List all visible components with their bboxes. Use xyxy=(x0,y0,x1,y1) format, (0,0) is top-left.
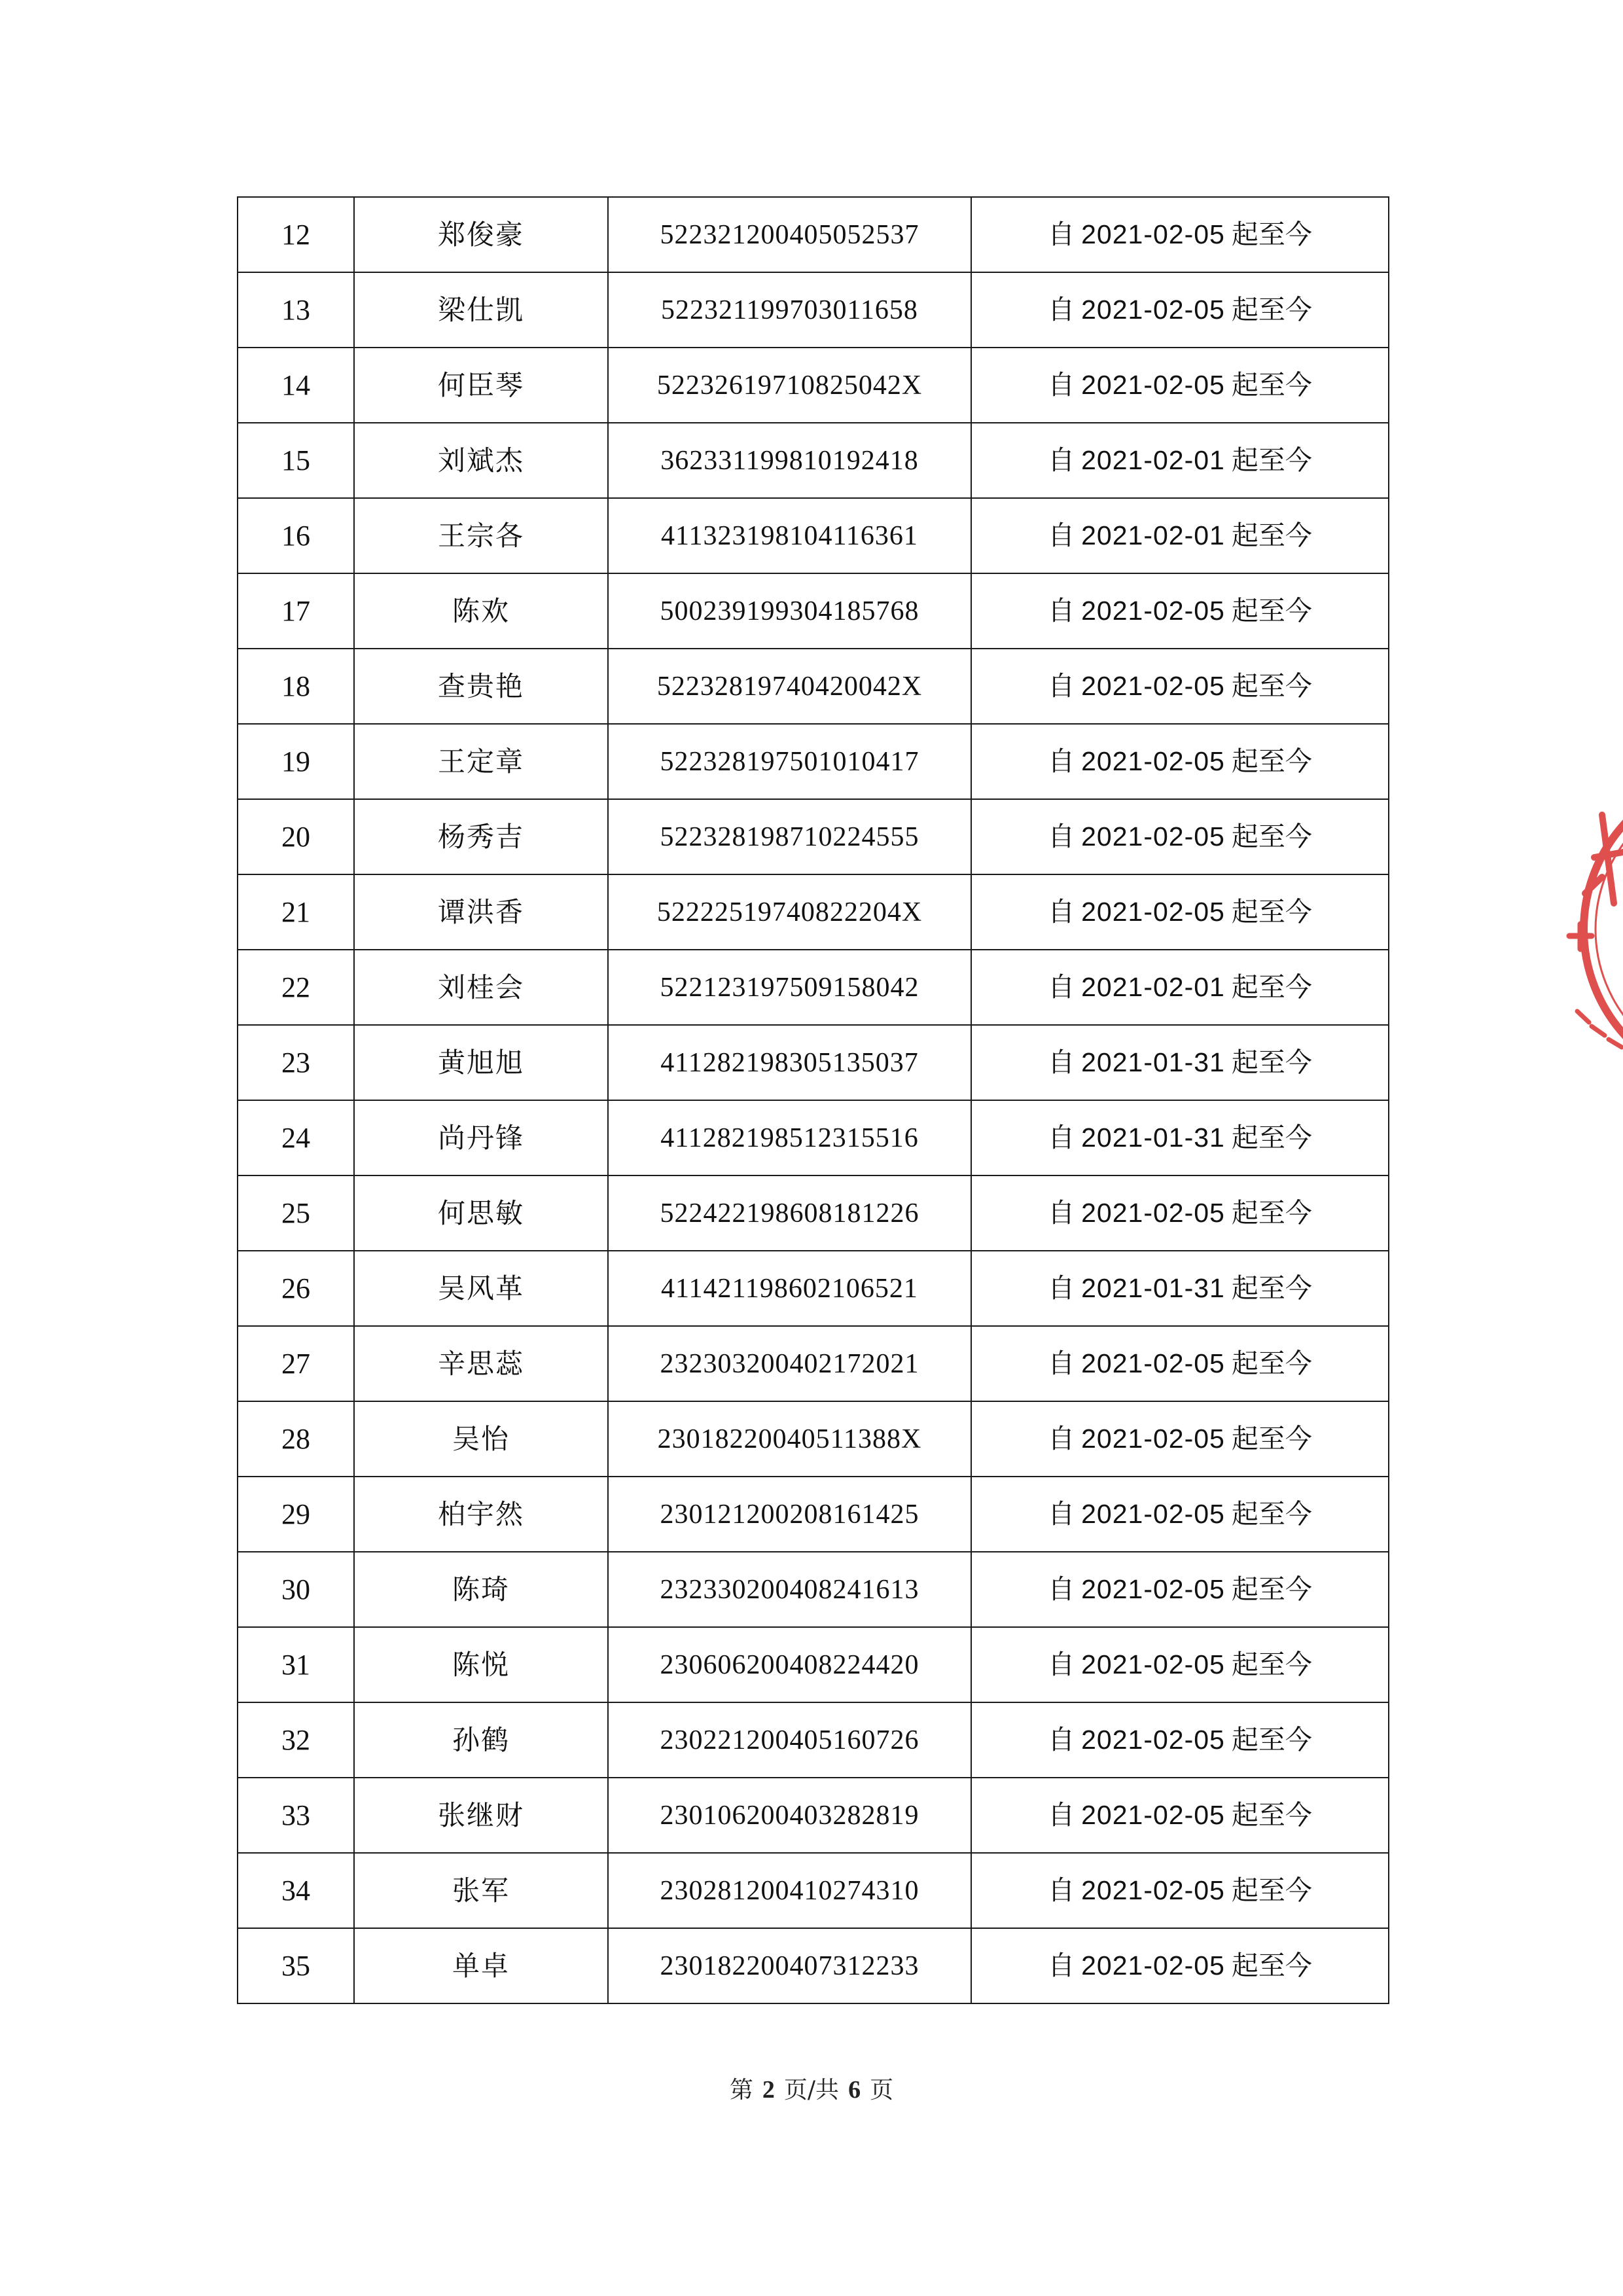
period-prefix: 自 xyxy=(1048,369,1075,401)
period-prefix: 自 xyxy=(1048,1874,1075,1906)
row-number-cell: 24 xyxy=(238,1100,354,1175)
period-start-date: 2021-02-05 xyxy=(1081,746,1225,776)
table-row xyxy=(238,1928,1389,2003)
id-number-cell: 232303200402172021 xyxy=(608,1326,971,1401)
row-number-cell: 22 xyxy=(238,950,354,1025)
period-cell xyxy=(971,649,1389,724)
period-cell xyxy=(971,724,1389,799)
name-cell: 单卓 xyxy=(354,1928,608,2003)
table-row xyxy=(238,1401,1389,1477)
table-row xyxy=(238,1326,1389,1401)
table-row xyxy=(238,649,1389,724)
period-prefix: 自 xyxy=(1048,1197,1075,1229)
period-cell xyxy=(971,1928,1389,2003)
period-start-date: 2021-02-05 xyxy=(1081,1725,1225,1755)
period-suffix: 起至今 xyxy=(1231,1348,1312,1379)
table-row xyxy=(238,1778,1389,1853)
table-row xyxy=(238,573,1389,649)
id-number-cell: 230121200208161425 xyxy=(608,1477,971,1552)
row-number-cell: 27 xyxy=(238,1326,354,1401)
period-cell xyxy=(971,1552,1389,1627)
name-cell: 黄旭旭 xyxy=(354,1025,608,1100)
name-cell: 杨秀吉 xyxy=(354,799,608,874)
period-suffix: 起至今 xyxy=(1231,520,1312,551)
row-number-cell: 14 xyxy=(238,348,354,423)
name-cell: 吴怡 xyxy=(354,1401,608,1477)
footer-prefix: 第 xyxy=(729,2077,753,2104)
row-number-cell: 31 xyxy=(238,1627,354,1702)
period-start-date: 2021-01-31 xyxy=(1081,1047,1225,1077)
period-start-date: 2021-02-05 xyxy=(1081,1649,1225,1679)
period-suffix: 起至今 xyxy=(1231,1047,1312,1078)
name-cell: 张军 xyxy=(354,1853,608,1928)
table-row xyxy=(238,874,1389,950)
period-suffix: 起至今 xyxy=(1231,1423,1312,1454)
row-number-cell: 33 xyxy=(238,1778,354,1853)
footer-suffix: 页 xyxy=(870,2077,894,2104)
row-number-cell: 34 xyxy=(238,1853,354,1928)
total-pages-number: 6 xyxy=(848,2076,861,2104)
period-cell xyxy=(971,799,1389,874)
id-number-cell: 23018220040511388X xyxy=(608,1401,971,1477)
period-cell xyxy=(971,1401,1389,1477)
table-row xyxy=(238,348,1389,423)
name-cell: 梁仕凯 xyxy=(354,272,608,348)
name-cell: 郑俊豪 xyxy=(354,197,608,272)
seal-graphic xyxy=(1569,772,1623,1086)
period-prefix: 自 xyxy=(1048,1799,1075,1831)
table-row xyxy=(238,272,1389,348)
period-prefix: 自 xyxy=(1048,444,1075,476)
id-number-cell: 52222519740822204X xyxy=(608,874,971,950)
id-number-cell: 230606200408224420 xyxy=(608,1627,971,1702)
period-suffix: 起至今 xyxy=(1231,745,1312,777)
id-number-cell: 52232819740420042X xyxy=(608,649,971,724)
period-start-date: 2021-02-05 xyxy=(1081,1348,1225,1378)
period-cell xyxy=(971,197,1389,272)
period-start-date: 2021-01-31 xyxy=(1081,1122,1225,1153)
period-prefix: 自 xyxy=(1048,520,1075,551)
row-number-cell: 30 xyxy=(238,1552,354,1627)
footer-middle: 页/共 xyxy=(783,2077,840,2104)
row-number-cell: 19 xyxy=(238,724,354,799)
id-number-cell: 230106200403282819 xyxy=(608,1778,971,1853)
period-prefix: 自 xyxy=(1048,821,1075,852)
period-cell xyxy=(971,348,1389,423)
period-cell xyxy=(971,1326,1389,1401)
row-number-cell: 35 xyxy=(238,1928,354,2003)
row-number-cell: 25 xyxy=(238,1175,354,1251)
id-number-cell: 522422198608181226 xyxy=(608,1175,971,1251)
id-number-cell: 362331199810192418 xyxy=(608,423,971,498)
period-suffix: 起至今 xyxy=(1231,1799,1312,1831)
name-cell: 辛思蕊 xyxy=(354,1326,608,1401)
period-cell xyxy=(971,1853,1389,1928)
period-prefix: 自 xyxy=(1048,1272,1075,1304)
id-number-cell: 522328197501010417 xyxy=(608,724,971,799)
roster-table xyxy=(237,196,1389,2004)
period-prefix: 自 xyxy=(1048,1498,1075,1530)
period-suffix: 起至今 xyxy=(1231,1724,1312,1755)
period-start-date: 2021-02-05 xyxy=(1081,219,1225,249)
period-prefix: 自 xyxy=(1048,1950,1075,1981)
period-cell xyxy=(971,1778,1389,1853)
id-number-cell: 411323198104116361 xyxy=(608,498,971,573)
id-number-cell: 232330200408241613 xyxy=(608,1552,971,1627)
period-cell xyxy=(971,573,1389,649)
id-number-cell: 411421198602106521 xyxy=(608,1251,971,1326)
id-number-cell: 52232619710825042X xyxy=(608,348,971,423)
period-suffix: 起至今 xyxy=(1231,670,1312,702)
period-suffix: 起至今 xyxy=(1231,896,1312,927)
name-cell: 刘桂会 xyxy=(354,950,608,1025)
table-row xyxy=(238,1853,1389,1928)
row-number-cell: 12 xyxy=(238,197,354,272)
period-prefix: 自 xyxy=(1048,745,1075,777)
name-cell: 柏宇然 xyxy=(354,1477,608,1552)
period-suffix: 起至今 xyxy=(1231,821,1312,852)
id-number-cell: 230281200410274310 xyxy=(608,1853,971,1928)
period-suffix: 起至今 xyxy=(1231,1573,1312,1605)
period-prefix: 自 xyxy=(1048,1047,1075,1078)
id-number-cell: 411282198512315516 xyxy=(608,1100,971,1175)
period-prefix: 自 xyxy=(1048,1573,1075,1605)
table-row xyxy=(238,1251,1389,1326)
name-cell: 何臣琴 xyxy=(354,348,608,423)
name-cell: 尚丹锋 xyxy=(354,1100,608,1175)
period-suffix: 起至今 xyxy=(1231,219,1312,250)
period-start-date: 2021-02-05 xyxy=(1081,1950,1225,1981)
period-cell xyxy=(971,423,1389,498)
row-number-cell: 32 xyxy=(238,1702,354,1778)
row-number-cell: 26 xyxy=(238,1251,354,1326)
period-start-date: 2021-02-05 xyxy=(1081,1875,1225,1905)
period-cell xyxy=(971,1702,1389,1778)
name-cell: 王宗各 xyxy=(354,498,608,573)
name-cell: 吴风革 xyxy=(354,1251,608,1326)
period-start-date: 2021-02-05 xyxy=(1081,1574,1225,1604)
name-cell: 何思敏 xyxy=(354,1175,608,1251)
period-start-date: 2021-02-01 xyxy=(1081,972,1225,1002)
period-cell xyxy=(971,498,1389,573)
period-start-date: 2021-01-31 xyxy=(1081,1273,1225,1303)
table-row xyxy=(238,197,1389,272)
official-seal-stamp xyxy=(1551,740,1623,1119)
table-row xyxy=(238,950,1389,1025)
period-start-date: 2021-02-05 xyxy=(1081,295,1225,325)
row-number-cell: 13 xyxy=(238,272,354,348)
page-footer xyxy=(0,2072,1623,2105)
roster-table-body xyxy=(238,197,1389,2003)
id-number-cell: 500239199304185768 xyxy=(608,573,971,649)
name-cell: 陈悦 xyxy=(354,1627,608,1702)
period-suffix: 起至今 xyxy=(1231,1874,1312,1906)
table-row xyxy=(238,724,1389,799)
name-cell: 孙鹤 xyxy=(354,1702,608,1778)
id-number-cell: 522321199703011658 xyxy=(608,272,971,348)
table-row xyxy=(238,498,1389,573)
table-row xyxy=(238,1477,1389,1552)
period-start-date: 2021-02-05 xyxy=(1081,897,1225,927)
row-number-cell: 28 xyxy=(238,1401,354,1477)
period-start-date: 2021-02-05 xyxy=(1081,370,1225,400)
name-cell: 刘斌杰 xyxy=(354,423,608,498)
period-prefix: 自 xyxy=(1048,1348,1075,1379)
period-cell xyxy=(971,1251,1389,1326)
period-prefix: 自 xyxy=(1048,971,1075,1003)
period-prefix: 自 xyxy=(1048,670,1075,702)
period-cell xyxy=(971,950,1389,1025)
name-cell: 张继财 xyxy=(354,1778,608,1853)
period-suffix: 起至今 xyxy=(1231,1498,1312,1530)
row-number-cell: 21 xyxy=(238,874,354,950)
period-suffix: 起至今 xyxy=(1231,294,1312,325)
period-prefix: 自 xyxy=(1048,896,1075,927)
row-number-cell: 16 xyxy=(238,498,354,573)
row-number-cell: 15 xyxy=(238,423,354,498)
period-prefix: 自 xyxy=(1048,219,1075,250)
row-number-cell: 29 xyxy=(238,1477,354,1552)
id-number-cell: 522321200405052537 xyxy=(608,197,971,272)
period-suffix: 起至今 xyxy=(1231,369,1312,401)
period-start-date: 2021-02-01 xyxy=(1081,520,1225,550)
period-prefix: 自 xyxy=(1048,595,1075,626)
period-cell xyxy=(971,1100,1389,1175)
period-suffix: 起至今 xyxy=(1231,1649,1312,1680)
period-start-date: 2021-02-05 xyxy=(1081,1499,1225,1529)
table-row xyxy=(238,1175,1389,1251)
name-cell: 陈琦 xyxy=(354,1552,608,1627)
period-cell xyxy=(971,1477,1389,1552)
period-suffix: 起至今 xyxy=(1231,971,1312,1003)
period-prefix: 自 xyxy=(1048,1649,1075,1680)
table-row xyxy=(238,1552,1389,1627)
current-page-number: 2 xyxy=(762,2076,775,2104)
row-number-cell: 18 xyxy=(238,649,354,724)
period-suffix: 起至今 xyxy=(1231,1950,1312,1981)
period-prefix: 自 xyxy=(1048,1122,1075,1153)
name-cell: 王定章 xyxy=(354,724,608,799)
name-cell: 查贵艳 xyxy=(354,649,608,724)
period-start-date: 2021-02-05 xyxy=(1081,821,1225,852)
id-number-cell: 230182200407312233 xyxy=(608,1928,971,2003)
period-start-date: 2021-02-05 xyxy=(1081,596,1225,626)
table-row xyxy=(238,799,1389,874)
table-row xyxy=(238,423,1389,498)
period-start-date: 2021-02-05 xyxy=(1081,1800,1225,1830)
period-suffix: 起至今 xyxy=(1231,444,1312,476)
row-number-cell: 23 xyxy=(238,1025,354,1100)
period-cell xyxy=(971,1025,1389,1100)
period-cell xyxy=(971,1627,1389,1702)
period-prefix: 自 xyxy=(1048,1423,1075,1454)
id-number-cell: 522328198710224555 xyxy=(608,799,971,874)
period-cell xyxy=(971,874,1389,950)
period-start-date: 2021-02-05 xyxy=(1081,671,1225,701)
id-number-cell: 411282198305135037 xyxy=(608,1025,971,1100)
period-start-date: 2021-02-05 xyxy=(1081,1198,1225,1228)
name-cell: 陈欢 xyxy=(354,573,608,649)
table-row xyxy=(238,1702,1389,1778)
period-suffix: 起至今 xyxy=(1231,595,1312,626)
period-start-date: 2021-02-01 xyxy=(1081,445,1225,475)
row-number-cell: 17 xyxy=(238,573,354,649)
period-prefix: 自 xyxy=(1048,294,1075,325)
period-suffix: 起至今 xyxy=(1231,1272,1312,1304)
period-cell xyxy=(971,1175,1389,1251)
period-prefix: 自 xyxy=(1048,1724,1075,1755)
table-row xyxy=(238,1025,1389,1100)
id-number-cell: 522123197509158042 xyxy=(608,950,971,1025)
row-number-cell: 20 xyxy=(238,799,354,874)
period-suffix: 起至今 xyxy=(1231,1122,1312,1153)
id-number-cell: 230221200405160726 xyxy=(608,1702,971,1778)
name-cell: 谭洪香 xyxy=(354,874,608,950)
period-cell xyxy=(971,272,1389,348)
period-start-date: 2021-02-05 xyxy=(1081,1424,1225,1454)
period-suffix: 起至今 xyxy=(1231,1197,1312,1229)
table-row xyxy=(238,1627,1389,1702)
table-row xyxy=(238,1100,1389,1175)
